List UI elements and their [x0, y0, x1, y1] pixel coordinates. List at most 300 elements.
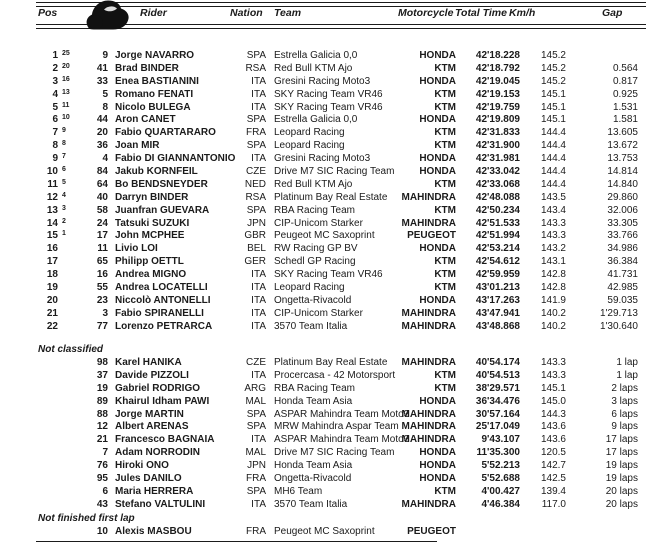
gap-cell: 41.731	[607, 269, 638, 281]
points-cell	[58, 306, 76, 319]
kmh-cell: 145.1	[540, 101, 566, 113]
points-cell	[58, 484, 76, 497]
kmh-cell: 145.1	[540, 382, 566, 394]
motorcycle-cell: MAHINDRA	[401, 307, 456, 319]
points-cell	[58, 381, 76, 394]
nation-cell: SPA	[246, 485, 266, 497]
rider-name-cell: Francesco BAGNAIA	[115, 434, 215, 446]
rider-name-cell: Jorge NAVARRO	[115, 50, 195, 61]
rider-name-cell: Maria HERRERA	[115, 485, 194, 497]
motorcycle-cell: KTM	[434, 204, 456, 216]
rider-number-cell: 20	[96, 127, 108, 139]
rider-name-cell: Niccolò ANTONELLI	[115, 294, 211, 306]
points-cell: 11	[62, 101, 70, 109]
nation-cell: ITA	[251, 320, 266, 332]
total-time-cell: 43'48.868	[475, 320, 520, 332]
rider-number-cell: 21	[96, 434, 108, 446]
points-cell: 20	[62, 62, 70, 70]
pos-cell: 2	[52, 62, 58, 74]
gap-cell: 3 laps	[611, 395, 638, 407]
team-cell: MRW Mahindra Aspar Team	[274, 421, 399, 433]
rider-number-cell: 76	[96, 460, 108, 472]
rider-number-cell: 64	[96, 178, 108, 190]
points-cell: 1	[62, 230, 66, 238]
team-cell: Platinum Bay Real Estate	[274, 191, 388, 203]
kmh-cell: 143.6	[540, 434, 566, 446]
kmh-cell: 144.3	[540, 408, 566, 420]
rider-name-cell: Khairul Idham PAWI	[115, 395, 210, 407]
kmh-cell: 139.4	[540, 485, 566, 497]
rider-name-cell: Hiroki ONO	[115, 460, 169, 472]
kmh-cell: 143.3	[540, 230, 566, 242]
result-row	[0, 50, 650, 63]
pos-cell: 1	[52, 50, 58, 61]
gap-cell: 6 laps	[611, 408, 638, 420]
motorcycle-cell: MAHINDRA	[401, 191, 456, 203]
rider-number-cell: 77	[96, 320, 108, 332]
motorcycle-cell: HONDA	[419, 294, 456, 306]
rider-number-cell: 8	[102, 101, 108, 113]
classified-results	[0, 50, 650, 334]
gap-cell: 1.581	[612, 114, 638, 126]
kmh-cell: 141.9	[540, 294, 566, 306]
nation-cell: ARG	[244, 382, 266, 394]
pos-cell	[0, 421, 58, 434]
rider-name-cell: Juanfran GUEVARA	[115, 204, 210, 216]
pos-cell: 14	[46, 217, 58, 229]
total-time-cell: 42'18.792	[475, 62, 520, 74]
kmh-cell: 145.2	[540, 50, 566, 61]
result-row	[0, 357, 650, 370]
nation-cell: ITA	[251, 75, 266, 87]
nation-cell: NED	[244, 178, 266, 190]
kmh-cell: 140.2	[540, 320, 566, 332]
nation-cell: CZE	[246, 357, 266, 368]
kmh-cell: 143.3	[540, 369, 566, 381]
points-cell	[58, 432, 76, 445]
gap-cell: 13.605	[607, 127, 638, 139]
result-row	[0, 243, 650, 256]
total-time-cell: 42'48.088	[475, 191, 520, 203]
gap-cell: 32.006	[607, 204, 638, 216]
result-row	[0, 166, 650, 179]
rider-name-cell: Joan MIR	[115, 140, 160, 152]
team-cell: ASPAR Mahindra Team Moto3	[274, 434, 410, 446]
points-cell: 5	[62, 178, 66, 186]
rider-name-cell: Aron CANET	[115, 114, 176, 126]
pos-cell: 6	[52, 114, 58, 126]
result-row	[0, 179, 650, 192]
rider-number-cell: 40	[96, 191, 108, 203]
pos-cell: 13	[46, 204, 58, 216]
rider-name-cell: Fabio QUARTARARO	[115, 127, 216, 139]
team-cell: SKY Racing Team VR46	[274, 88, 383, 100]
nation-cell: JPN	[247, 460, 266, 472]
section-label-not-classified: Not classified	[38, 344, 104, 355]
kmh-cell: 143.4	[540, 204, 566, 216]
result-row	[0, 205, 650, 218]
motorcycle-cell: MAHINDRA	[401, 421, 456, 433]
motorcycle-cell: MAHINDRA	[401, 434, 456, 446]
result-row	[0, 409, 650, 422]
rider-number-cell: 11	[97, 243, 108, 255]
rider-name-cell: Tatsuki SUZUKI	[115, 217, 190, 229]
kmh-cell: 142.5	[540, 473, 566, 485]
pos-cell: 19	[46, 282, 58, 294]
points-cell	[58, 267, 76, 280]
rider-number-cell: 23	[96, 294, 108, 306]
points-cell	[58, 407, 76, 420]
pos-cell: 12	[46, 191, 58, 203]
team-cell: CIP-Unicom Starker	[274, 217, 363, 229]
gap-cell: 1'30.640	[599, 320, 638, 332]
points-cell	[58, 241, 76, 254]
column-header-gap: Gap	[602, 7, 623, 19]
gap-cell: 19 laps	[605, 460, 638, 472]
kmh-cell: 142.8	[540, 269, 566, 281]
nation-cell: ITA	[251, 294, 266, 306]
result-row	[0, 102, 650, 115]
rider-number-cell: 7	[102, 447, 108, 459]
rider-number-cell: 55	[96, 282, 108, 294]
pos-cell	[0, 460, 58, 473]
total-time-cell: 42'19.153	[475, 88, 520, 100]
kmh-cell: 145.1	[540, 114, 566, 126]
team-cell: RBA Racing Team	[274, 204, 355, 216]
result-row	[0, 295, 650, 308]
rider-number-cell: 88	[96, 408, 108, 420]
points-cell: 9	[62, 127, 66, 135]
pos-cell: 5	[52, 101, 58, 113]
motorcycle-cell: HONDA	[419, 153, 456, 165]
rider-name-cell: Brad BINDER	[115, 62, 179, 74]
pos-cell: 3	[52, 75, 58, 87]
nation-cell: GBR	[244, 230, 266, 242]
pos-cell: 7	[52, 127, 58, 139]
result-row	[0, 396, 650, 409]
rider-number-cell: 17	[96, 230, 108, 242]
total-time-cell: 43'17.263	[475, 294, 520, 306]
total-time-cell: 30'57.164	[475, 408, 520, 420]
total-time-cell: 25'17.049	[475, 421, 520, 433]
points-cell	[58, 445, 76, 458]
total-time-cell: 4'46.384	[481, 498, 520, 510]
kmh-cell: 145.0	[540, 395, 566, 407]
nation-cell: JPN	[247, 217, 266, 229]
nation-cell: SPA	[246, 50, 266, 61]
team-cell: SKY Racing Team VR46	[274, 269, 383, 281]
nation-cell: FRA	[246, 127, 266, 139]
pos-cell	[0, 499, 58, 512]
rider-name-cell: Adam NORRODIN	[115, 447, 201, 459]
team-cell: MH6 Team	[274, 485, 323, 497]
kmh-cell: 120.5	[540, 447, 566, 459]
kmh-cell: 143.3	[540, 217, 566, 229]
kmh-cell: 144.4	[540, 178, 566, 190]
rider-number-cell: 33	[96, 75, 108, 87]
motorcycle-cell: KTM	[434, 62, 456, 74]
motorcycle-cell: PEUGEOT	[407, 230, 456, 242]
gap-cell: 1 lap	[616, 357, 638, 368]
team-cell: Schedl GP Racing	[274, 256, 356, 268]
points-cell: 8	[62, 140, 66, 148]
pos-cell: 17	[46, 256, 58, 268]
pos-cell: 18	[46, 269, 58, 281]
rider-name-cell: Albert ARENAS	[115, 421, 189, 433]
column-header-total-time: Total Time	[455, 7, 507, 19]
total-time-cell: 42'18.228	[475, 50, 520, 61]
motorcycle-cell: KTM	[434, 101, 456, 113]
result-row	[0, 473, 650, 486]
column-header-nation: Nation	[230, 7, 263, 19]
nation-cell: ITA	[251, 307, 266, 319]
result-row	[0, 383, 650, 396]
motorcycle-cell: KTM	[434, 369, 456, 381]
pos-cell: 11	[47, 178, 58, 190]
pos-cell: 10	[46, 166, 58, 178]
team-cell: Red Bull KTM Ajo	[274, 178, 353, 190]
total-time-cell: 4'00.427	[481, 485, 520, 497]
result-row	[0, 434, 650, 447]
points-cell: 2	[62, 217, 66, 225]
points-cell: 10	[62, 114, 70, 122]
kmh-cell: 145.1	[540, 88, 566, 100]
team-cell: Honda Team Asia	[274, 460, 353, 472]
column-header-team: Team	[274, 7, 302, 19]
motorcycle-cell: HONDA	[419, 166, 456, 178]
gap-cell: 0.564	[612, 62, 638, 74]
kmh-cell: 144.4	[540, 127, 566, 139]
result-row	[0, 114, 650, 127]
result-row	[0, 269, 650, 282]
motorcycle-cell: KTM	[434, 485, 456, 497]
gap-cell: 9 laps	[611, 421, 638, 433]
gap-cell: 1'29.713	[599, 307, 638, 319]
rider-number-cell: 65	[96, 256, 108, 268]
team-cell: Procercasa - 42 Motorsport	[274, 369, 396, 381]
rider-name-cell: Enea BASTIANINI	[115, 75, 199, 87]
result-row	[0, 63, 650, 76]
pos-cell	[0, 370, 58, 383]
points-cell	[58, 355, 76, 368]
rider-number-cell: 5	[102, 88, 108, 100]
motorcycle-cell: HONDA	[419, 473, 456, 485]
team-cell: 3570 Team Italia	[274, 498, 348, 510]
nation-cell: ITA	[251, 369, 266, 381]
rider-name-cell: Gabriel RODRIGO	[115, 382, 201, 394]
team-cell: Leopard Racing	[274, 282, 345, 294]
motorcycle-cell: HONDA	[419, 395, 456, 407]
result-row	[0, 499, 650, 512]
motorcycle-cell: KTM	[434, 140, 456, 152]
team-cell: Red Bull KTM Ajo	[274, 62, 353, 74]
table-bottom-rule	[36, 541, 437, 542]
gap-cell: 34.986	[607, 243, 638, 255]
nation-cell: GER	[244, 256, 266, 268]
nation-cell: ITA	[251, 282, 266, 294]
motorcycle-cell: HONDA	[419, 114, 456, 126]
rider-number-cell: 84	[96, 166, 108, 178]
kmh-cell: 144.4	[540, 166, 566, 178]
points-cell	[58, 394, 76, 407]
rider-number-cell: 6	[102, 485, 108, 497]
team-cell: ASPAR Mahindra Team Moto3	[274, 408, 410, 420]
rider-number-cell: 24	[96, 217, 108, 229]
motorcycle-cell: HONDA	[419, 460, 456, 472]
nation-cell: ITA	[251, 88, 266, 100]
team-cell: Estrella Galicia 0,0	[274, 114, 358, 126]
points-cell	[58, 458, 76, 471]
rider-name-cell: Andrea LOCATELLI	[115, 282, 208, 294]
kmh-cell: 144.4	[540, 140, 566, 152]
gap-cell: 19 laps	[605, 473, 638, 485]
team-cell: RBA Racing Team	[274, 382, 355, 394]
motorcycle-cell: MAHINDRA	[401, 357, 456, 368]
total-time-cell: 42'31.833	[475, 127, 520, 139]
total-time-cell: 43'01.213	[475, 282, 520, 294]
total-time-cell: 42'19.045	[475, 75, 520, 87]
points-cell	[58, 280, 76, 293]
kmh-cell: 143.3	[540, 357, 566, 368]
pos-cell	[0, 357, 58, 370]
result-row	[0, 230, 650, 243]
gap-cell: 29.860	[607, 191, 638, 203]
team-cell: 3570 Team Italia	[274, 320, 348, 332]
total-time-cell: 5'52.213	[481, 460, 520, 472]
nation-cell: RSA	[245, 191, 266, 203]
result-row	[0, 153, 650, 166]
rider-name-cell: Stefano VALTULINI	[115, 498, 206, 510]
rider-name-cell: Livio LOI	[115, 243, 158, 255]
motorcycle-cell: KTM	[434, 178, 456, 190]
gap-cell: 42.985	[607, 282, 638, 294]
gap-cell: 59.035	[607, 294, 638, 306]
result-row	[0, 370, 650, 383]
rider-name-cell: Davide PIZZOLI	[115, 369, 189, 381]
nation-cell: RSA	[245, 62, 266, 74]
pos-cell	[0, 473, 58, 486]
kmh-cell: 140.2	[540, 307, 566, 319]
points-cell	[58, 471, 76, 484]
rider-name-cell: Romano FENATI	[115, 88, 194, 100]
gap-cell: 20 laps	[605, 498, 638, 510]
points-cell: 16	[62, 75, 70, 83]
rider-name-cell: Jakub KORNFEIL	[115, 166, 198, 178]
rider-name-cell: Lorenzo PETRARCA	[115, 320, 213, 332]
gap-cell: 17 laps	[605, 434, 638, 446]
total-time-cell	[456, 526, 520, 539]
result-row	[0, 192, 650, 205]
pos-cell	[0, 486, 58, 499]
team-cell: Estrella Galicia 0,0	[274, 50, 358, 61]
gap-cell: 17 laps	[605, 447, 638, 459]
total-time-cell: 42'33.068	[475, 178, 520, 190]
team-cell: Platinum Bay Real Estate	[274, 357, 388, 368]
nation-cell: SPA	[246, 114, 266, 126]
motorcycle-cell: KTM	[434, 256, 456, 268]
total-time-cell: 42'53.214	[475, 243, 520, 255]
total-time-cell: 42'31.981	[475, 153, 520, 165]
points-cell	[58, 254, 76, 267]
result-row	[0, 256, 650, 269]
result-row	[0, 460, 650, 473]
pos-cell	[0, 447, 58, 460]
gap-cell: 20 laps	[605, 485, 638, 497]
team-cell: Ongetta-Rivacold	[274, 294, 352, 306]
points-cell	[58, 293, 76, 306]
rider-number-cell: 58	[96, 204, 108, 216]
result-row	[0, 76, 650, 89]
kmh-cell: 145.2	[540, 75, 566, 87]
rider-number-cell: 4	[102, 153, 108, 165]
nation-cell: ITA	[251, 153, 266, 165]
kmh-cell: 143.2	[540, 243, 566, 255]
motorcycle-cell: KTM	[434, 282, 456, 294]
gap-cell: 33.305	[607, 217, 638, 229]
total-time-cell: 42'33.042	[475, 166, 520, 178]
points-cell: 4	[62, 191, 66, 199]
column-header-rider: Rider	[140, 7, 167, 19]
pos-cell: 22	[46, 320, 58, 332]
rider-number-cell: 9	[102, 50, 108, 61]
rider-number-cell: 12	[96, 421, 108, 433]
team-cell: Gresini Racing Moto3	[274, 153, 371, 165]
rider-number-cell: 3	[102, 307, 108, 319]
total-time-cell: 11'35.300	[476, 447, 520, 459]
rider-number-cell: 44	[96, 114, 108, 126]
result-row	[0, 486, 650, 499]
motorcycle-rider-icon	[84, 0, 130, 30]
rider-name-cell: Nicolo BULEGA	[115, 101, 191, 113]
nation-cell: ITA	[251, 269, 266, 281]
team-cell: Ongetta-Rivacold	[274, 473, 352, 485]
motorcycle-cell: MAHINDRA	[401, 320, 456, 332]
result-row	[0, 89, 650, 102]
total-time-cell: 40'54.174	[475, 357, 520, 368]
points-cell: 3	[62, 204, 66, 212]
rider-name-cell: John MCPHEE	[115, 230, 185, 242]
rider-number-cell: 43	[96, 498, 108, 510]
motorcycle-cell: KTM	[434, 127, 456, 139]
points-cell: 7	[62, 153, 66, 161]
rider-name-cell: Alexis MASBOU	[115, 526, 192, 537]
team-cell: RW Racing GP BV	[274, 243, 358, 255]
total-time-cell: 38'29.571	[475, 382, 520, 394]
points-cell	[58, 497, 76, 510]
points-cell: 25	[62, 50, 70, 57]
total-time-cell: 36'34.476	[475, 395, 520, 407]
team-cell: Leopard Racing	[274, 127, 345, 139]
motorcycle-cell: KTM	[434, 88, 456, 100]
team-cell: Drive M7 SIC Racing Team	[274, 447, 395, 459]
kmh-cell: 143.5	[540, 191, 566, 203]
total-time-cell: 42'19.759	[475, 101, 520, 113]
kmh-cell: 142.8	[540, 282, 566, 294]
gap-cell	[566, 526, 638, 539]
team-cell: Peugeot MC Saxoprint	[274, 230, 375, 242]
column-header-kmh: Km/h	[509, 7, 536, 19]
pos-cell: 15	[46, 230, 58, 242]
team-cell: Gresini Racing Moto3	[274, 75, 371, 87]
not-finished-first-lap-results	[0, 526, 650, 539]
gap-cell: 33.766	[607, 230, 638, 242]
team-cell: CIP-Unicom Starker	[274, 307, 363, 319]
rider-name-cell: Jules DANILO	[115, 473, 182, 485]
gap-cell: 1 lap	[616, 369, 638, 381]
rider-name-cell: Jorge MARTIN	[115, 408, 184, 420]
pos-cell	[0, 526, 58, 539]
rider-name-cell: Darryn BINDER	[115, 191, 189, 203]
